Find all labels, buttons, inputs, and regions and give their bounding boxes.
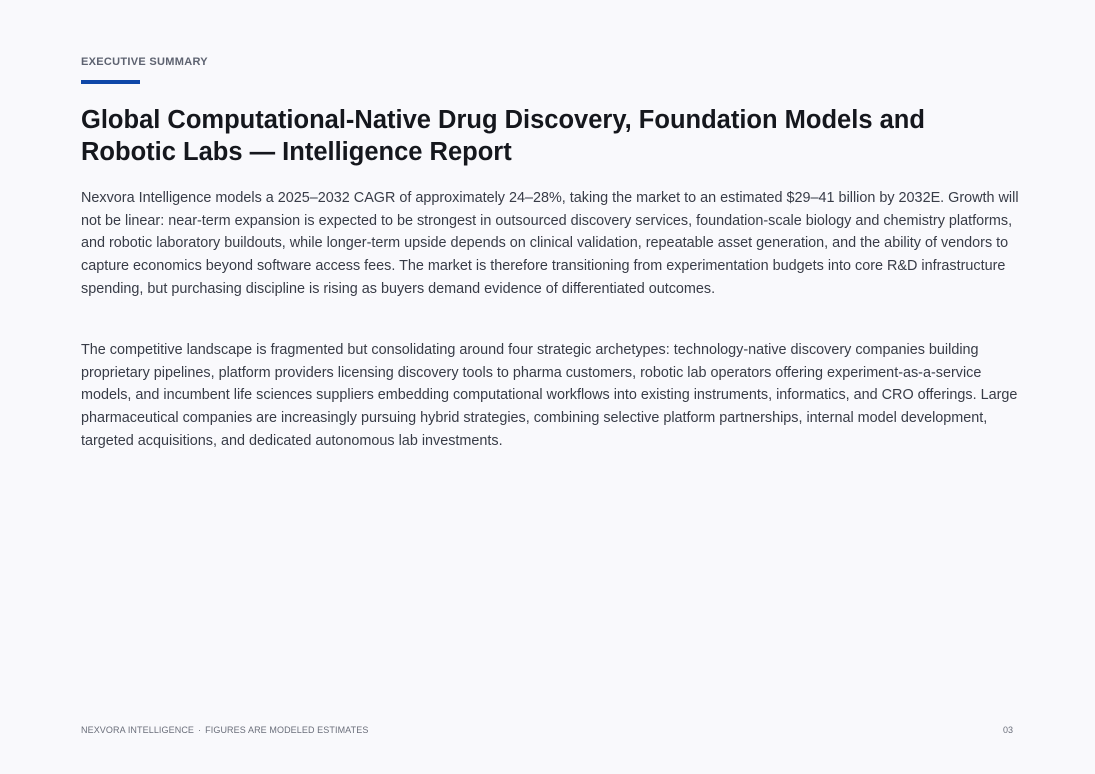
page-title: Global Computational-Native Drug Discovery, Foundation Models and Robotic Labs — Intelligence Report <box>81 106 925 166</box>
summary-paragraph-1: Nexvora Intelligence models a 2025–2032 CAGR of approximately 24–28%, taking the market to an estimated $29–41 billion by 2032E. Growth will not be linear: near-term expansion is expected to be strongest in outsourced discovery services, foundation-scale biology and chemistry platforms, and robotic laboratory buildouts, while longer-term upside depends on clinical validation, repeatable asset generation, and the ability of vendors to capture economics beyond software access fees. The market is therefore transitioning from experimentation budgets into core R&D infrastructure spending, but purchasing discipline is rising as buyers demand evidence of differentiated outcomes. <box>81 190 1019 297</box>
summary-paragraph-2: The competitive landscape is fragmented but consolidating around four strategic archetypes: technology-native discovery companies building proprietary pipelines, platform providers licensing discovery tools to pharma customers, robotic lab operators offering experiment-as-a-service models, and incumbent life sciences suppliers embedding computational workflows into existing instruments, informatics, and CRO offerings. Large pharmaceutical companies are increasingly pursuing hybrid strategies, combining selective platform partnerships, internal model development, targeted acquisitions, and dedicated autonomous lab investments. <box>81 342 1018 449</box>
report-page <box>81 0 1019 774</box>
accent-rule <box>81 80 140 84</box>
section-label: EXECUTIVE SUMMARY <box>81 56 208 68</box>
page-number: 03 <box>1002 725 1013 735</box>
footer-disclaimer: FIGURES ARE MODELED ESTIMATES <box>205 725 369 735</box>
footer-note <box>81 725 368 735</box>
footer-brand: NEXVORA INTELLIGENCE <box>81 725 195 735</box>
footer-separator: · <box>198 725 202 735</box>
